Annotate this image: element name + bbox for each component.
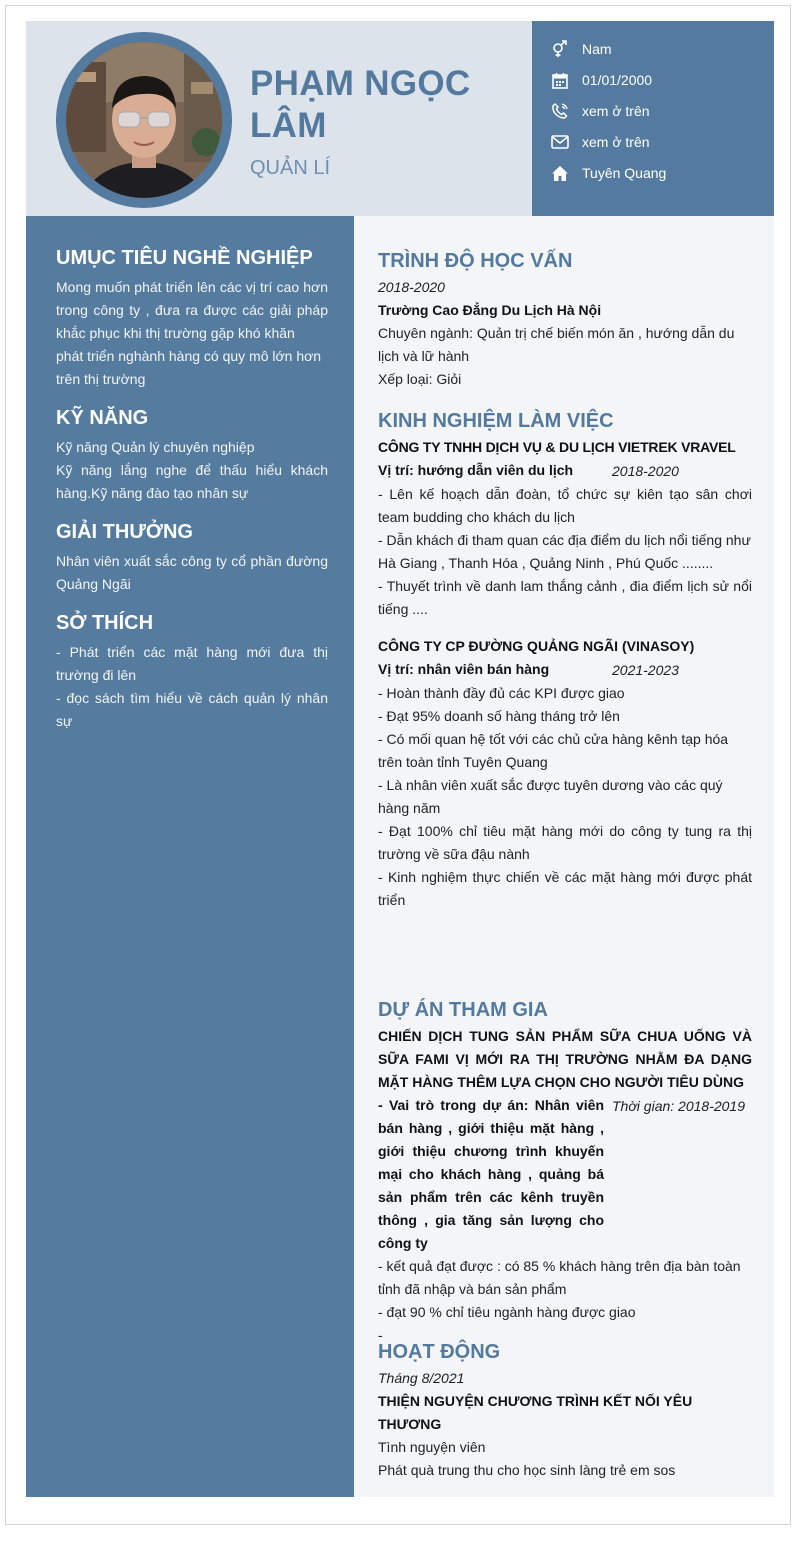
education-grade: Xếp loại: Giỏi <box>378 371 462 387</box>
job-meta-row <box>378 459 752 483</box>
calendar-icon <box>550 70 570 90</box>
gender-value: Nam <box>582 41 612 57</box>
experience-title: KINH NGHIỆM LÀM VIỆC <box>378 410 614 432</box>
job-item <box>378 436 752 621</box>
address-value: Tuyên Quang <box>582 165 667 181</box>
objective-section <box>56 246 328 391</box>
job-bullet: - Đạt 100% chỉ tiêu mặt hàng mới do công ty tung ra thị trường về sữa đậu nành <box>378 823 752 862</box>
education-section <box>378 248 752 391</box>
birthday-value: 01/01/2000 <box>582 72 653 88</box>
candidate-name: PHẠM NGỌC LÂM <box>250 64 471 145</box>
skills-section <box>56 406 328 505</box>
home-icon <box>550 163 570 183</box>
education-period: 2018-2020 <box>378 279 445 295</box>
job-item <box>378 635 752 912</box>
phone-value: xem ở trên <box>582 103 650 119</box>
contact-address <box>550 162 666 184</box>
job-bullet: - Thuyết trình về danh lam thắng cảnh , đia điểm lịch sử nổi tiếng .... <box>378 578 752 617</box>
awards-line: Nhân viên xuất sắc công ty cổ phần đường Quảng Ngãi <box>56 553 328 592</box>
job-bullet: - Đạt 95% doanh số hàng tháng trở lên <box>378 708 620 724</box>
skills-line: Kỹ năng Quản lý chuyên nghiệp <box>56 439 255 455</box>
awards-title: GIẢI THƯỞNG <box>56 521 193 543</box>
job-bullet: - Dẫn khách đi tham quan các địa điểm du lịch nổi tiếng như Hà Giang , Thanh Hóa , Quảng Ninh , Phú Quốc ........ <box>378 532 751 571</box>
sidebar <box>26 216 354 1497</box>
hobbies-line: - đọc sách tìm hiểu về cách quản lý nhân sự <box>56 690 328 729</box>
hobbies-section <box>56 611 328 733</box>
contact-panel <box>532 21 774 216</box>
projects-section <box>378 997 752 1347</box>
objective-line: phát triển nghành hàng có quy mô lớn hơn trên thị trường <box>56 348 322 387</box>
job-bullet: - Kinh nghiệm thực chiến về các mặt hàng mới được phát triển <box>378 869 752 908</box>
hobbies-title: SỞ THÍCH <box>56 612 154 634</box>
project-name: CHIẾN DỊCH TUNG SẢN PHẨM SỮA CHUA UỐNG VÀ SỮA FAMI VỊ MỚI RA THỊ TRƯỜNG NHẰM ĐA DẠNG MẶT HÀNG THÊM LỰA CHỌN CHO NGƯỜI TIÊU DÙNG <box>378 1028 752 1090</box>
activities-section <box>378 1339 752 1482</box>
avatar-photo <box>66 42 222 198</box>
cv-header <box>26 21 774 216</box>
objective-title: UMỤC TIÊU NGHỀ NGHIỆP <box>56 247 313 269</box>
avatar-ring <box>56 32 232 208</box>
candidate-role: QUẢN LÍ <box>250 157 331 179</box>
education-title: TRÌNH ĐỘ HỌC VẤN <box>378 250 573 272</box>
job-position: Vị trí: nhân viên bán hàng <box>378 661 550 677</box>
email-icon <box>550 132 570 152</box>
job-period: 2018-2020 <box>612 463 679 479</box>
email-value: xem ở trên <box>582 134 650 150</box>
activity-desc: Phát quà trung thu cho học sinh làng trẻ em sos <box>378 1462 676 1478</box>
skills-line: Kỹ năng lắng nghe để thấu hiểu khách hàng.Kỹ năng đào tạo nhân sự <box>56 462 328 501</box>
contact-phone <box>550 100 650 122</box>
project-result: - kết quả đạt được : có 85 % khách hàng trên địa bàn toàn tỉnh đã nhập và bán sản phẩm <box>378 1258 741 1297</box>
job-company: CÔNG TY TNHH DỊCH VỤ & DU LỊCH VIETREK VRAVEL <box>378 439 736 455</box>
objective-line: Mong muốn phát triển lên các vị trí cao hơn trong công ty , đưa ra được các giải pháp khắc phục khi thị trường gặp khó khăn <box>56 279 328 341</box>
job-bullet: - Là nhân viên xuất sắc được tuyên dương vào các quý hàng năm <box>378 777 723 816</box>
education-major: Chuyên ngành: Quản trị chế biến món ăn , hướng dẫn du lịch và lữ hành <box>378 325 735 364</box>
hobbies-line: - Phát triển các mặt hàng mới đưa thị trường đi lên <box>56 644 328 683</box>
job-bullet: - Lên kế hoạch dẫn đoàn, tổ chức sự kiên tạo sân chơi team budding cho khách du lịch <box>378 486 752 525</box>
job-company: CÔNG TY CP ĐƯỜNG QUẢNG NGÃI (VINASOY) <box>378 638 695 654</box>
project-meta-row <box>378 1094 752 1255</box>
awards-section <box>56 520 328 596</box>
experience-section <box>378 408 752 912</box>
activity-date: Tháng 8/2021 <box>378 1370 465 1386</box>
gender-icon <box>550 39 570 59</box>
projects-title: DỰ ÁN THAM GIA <box>378 999 548 1021</box>
project-time: Thời gian: 2018-2019 <box>612 1098 745 1114</box>
contact-birthday <box>550 69 652 91</box>
avatar <box>66 42 222 198</box>
job-bullet: - Hoàn thành đầy đủ các KPI được giao <box>378 685 625 701</box>
job-meta-row <box>378 658 752 682</box>
phone-icon <box>550 101 570 121</box>
education-school: Trường Cao Đẳng Du Lịch Hà Nội <box>378 302 602 318</box>
cv-page <box>26 21 774 1497</box>
project-result: - đạt 90 % chỉ tiêu ngành hàng được giao <box>378 1304 636 1320</box>
activity-role: Tình nguyện viên <box>378 1439 486 1455</box>
job-bullet: - Có mối quan hệ tốt với các chủ cửa hàng kênh tạp hóa trên toàn tỉnh Tuyên Quang <box>378 731 729 770</box>
project-result: - <box>378 1327 383 1343</box>
activity-name: THIỆN NGUYỆN CHƯƠNG TRÌNH KẾT NỐI YÊU THƯƠNG <box>378 1393 693 1432</box>
job-position: Vị trí: hướng dẫn viên du lịch <box>378 462 574 478</box>
project-role: - Vai trò trong dự án: Nhân viên bán hàng , giới thiệu mặt hàng , giới thiệu chương trình khuyến mại cho khách hàng , quảng bá sản phẩm trên các kênh truyền thông , gia tăng sản lượng cho công ty <box>378 1097 604 1251</box>
contact-email <box>550 131 650 153</box>
contact-gender <box>550 38 612 60</box>
job-period: 2021-2023 <box>612 662 679 678</box>
skills-title: KỸ NĂNG <box>56 407 149 429</box>
activities-title: HOẠT ĐỘNG <box>378 1341 501 1363</box>
